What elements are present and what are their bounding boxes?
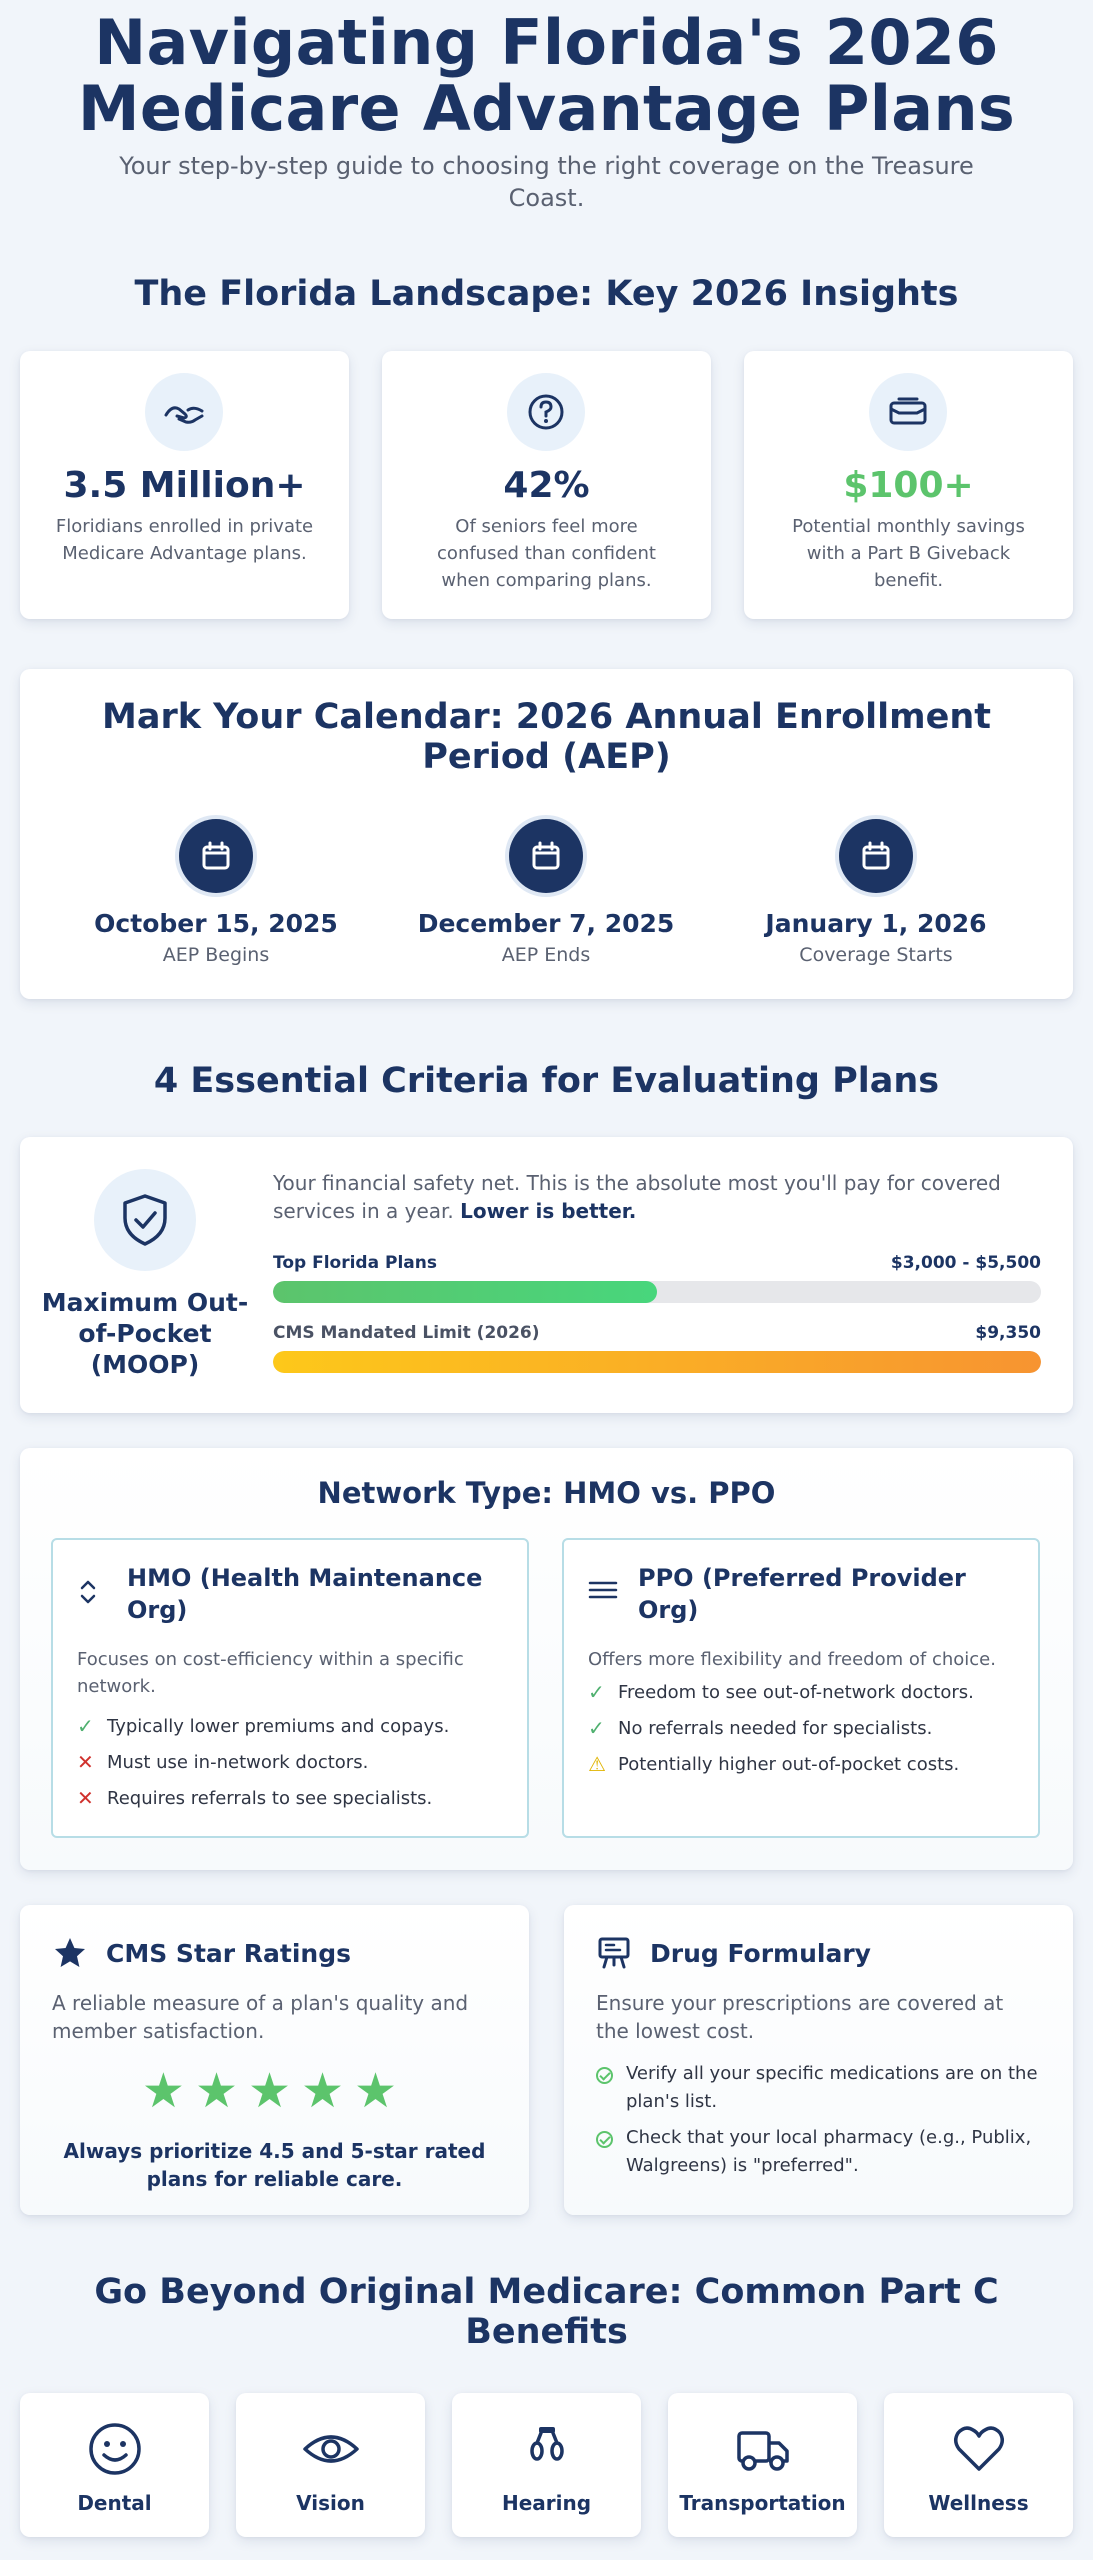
star-ratings-card xyxy=(20,1905,529,2215)
list-item: ⚠ Potentially higher out-of-pocket costs. xyxy=(588,1752,960,1776)
drug-formulary-card xyxy=(564,1905,1073,2215)
stat-description: Of seniors feel more confused than confident when comparing plans. xyxy=(437,516,656,591)
heart-icon xyxy=(884,2421,1073,2477)
aep-date-end xyxy=(386,819,706,966)
ppo-box xyxy=(562,1538,1040,1838)
list-item: ✓ No referrals needed for specialists. xyxy=(588,1716,933,1740)
x-icon: ✕ xyxy=(77,1786,94,1810)
calendar-icon xyxy=(509,819,583,893)
benefit-label: Dental xyxy=(77,2491,152,2515)
handshake-icon xyxy=(145,373,223,451)
list-item: Check that your local pharmacy (e.g., Publix, Walgreens) is "preferred". xyxy=(596,2124,1043,2180)
list-item: Verify all your specific medications are on the plan's list. xyxy=(596,2060,1043,2116)
money-icon xyxy=(869,373,947,451)
bar-label: Top Florida Plans xyxy=(273,1253,437,1273)
check-circle-icon xyxy=(596,2131,613,2148)
star-icon: ★ xyxy=(141,2063,195,2119)
benefits-title: Go Beyond Original Medicare: Common Part C Benefits xyxy=(94,2272,999,2352)
aep-card xyxy=(20,669,1073,999)
aep-date-label: AEP Begins xyxy=(162,944,270,966)
benefit-label: Hearing xyxy=(501,2491,592,2515)
benefit-card-dental xyxy=(20,2393,209,2537)
benefit-card-wellness xyxy=(884,2393,1073,2537)
chevron-up-down-icon xyxy=(77,1578,99,1610)
bar-label: CMS Mandated Limit (2026) xyxy=(273,1323,540,1343)
aep-date: October 15, 2025 xyxy=(94,909,338,938)
ppo-title: PPO (Preferred Provider Org) xyxy=(638,1564,966,1624)
list-item: ✓ Freedom to see out-of-network doctors. xyxy=(588,1680,974,1704)
landscape-title: The Florida Landscape: Key 2026 Insights xyxy=(134,274,959,314)
stat-value: $100+ xyxy=(843,465,974,506)
bar-fill xyxy=(273,1281,657,1303)
bar-value: $9,350 xyxy=(975,1323,1041,1343)
truck-icon xyxy=(668,2421,857,2477)
page-subtitle: Your step-by-step guide to choosing the right coverage on the Treasure Coast. xyxy=(119,152,974,212)
drug-formulary-description: Ensure your prescriptions are covered at the lowest cost. xyxy=(596,1991,1004,2043)
hmo-description: Focuses on cost-efficiency within a specific network. xyxy=(77,1649,464,1697)
star-icon: ★ xyxy=(301,2063,355,2119)
ppo-list xyxy=(588,1674,1022,1782)
prescription-icon xyxy=(596,1935,632,1975)
list-item: ✓ Typically lower premiums and copays. xyxy=(77,1714,450,1738)
moop-label: Maximum Out-of-Pocket (MOOP) xyxy=(41,1288,249,1379)
stat-description: Floridians enrolled in private Medicare Advantage plans. xyxy=(55,516,314,564)
benefit-card-vision xyxy=(236,2393,425,2537)
aep-date: January 1, 2026 xyxy=(765,909,987,938)
benefit-label: Transportation xyxy=(679,2491,846,2515)
drug-checklist xyxy=(596,2060,1043,2188)
aep-date-label: AEP Ends xyxy=(501,944,591,966)
star-ratings-note: Always prioritize 4.5 and 5-star rated plans for reliable care. xyxy=(63,2139,486,2191)
check-icon: ✓ xyxy=(588,1680,605,1704)
benefit-label: Wellness xyxy=(928,2491,1029,2515)
moop-description: Your financial safety net. This is the absolute most you'll pay for covered services in a year. Lower is better. xyxy=(273,1171,1001,1223)
eye-icon xyxy=(236,2421,425,2477)
question-icon xyxy=(507,373,585,451)
aep-title: Mark Your Calendar: 2026 Annual Enrollment Period (AEP) xyxy=(102,697,991,777)
network-title: Network Type: HMO vs. PPO xyxy=(317,1476,776,1510)
shield-icon xyxy=(94,1169,196,1271)
x-icon: ✕ xyxy=(77,1750,94,1774)
stat-value: 3.5 Million+ xyxy=(63,465,306,506)
star-ratings-description: A reliable measure of a plan's quality and member satisfaction. xyxy=(52,1991,469,2043)
menu-icon xyxy=(588,1578,618,1606)
moop-emphasis: Lower is better. xyxy=(460,1199,637,1223)
star-rating-display xyxy=(20,2063,529,2119)
calendar-icon xyxy=(839,819,913,893)
bar-track xyxy=(273,1281,1041,1303)
star-icon: ★ xyxy=(354,2063,408,2119)
aep-date-coverage xyxy=(716,819,1036,966)
check-icon: ✓ xyxy=(588,1716,605,1740)
ppo-description: Offers more flexibility and freedom of choice. xyxy=(588,1649,996,1670)
bar-value: $3,000 - $5,500 xyxy=(890,1253,1041,1273)
moop-card xyxy=(20,1137,1073,1413)
benefit-label: Vision xyxy=(296,2491,365,2515)
list-item: ✕ Requires referrals to see specialists. xyxy=(77,1786,433,1810)
benefit-card-hearing xyxy=(452,2393,641,2537)
aep-date: December 7, 2025 xyxy=(417,909,675,938)
star-ratings-title: CMS Star Ratings xyxy=(106,1939,352,1968)
star-icon: ★ xyxy=(247,2063,302,2119)
moop-bar-cms-limit xyxy=(273,1323,1041,1373)
benefit-card-transportation xyxy=(668,2393,857,2537)
bar-track xyxy=(273,1351,1041,1373)
hmo-box xyxy=(51,1538,529,1838)
criteria-title: 4 Essential Criteria for Evaluating Plans xyxy=(153,1061,940,1101)
hmo-list xyxy=(77,1708,511,1816)
insight-card-confusion xyxy=(382,351,711,619)
warning-icon: ⚠ xyxy=(588,1752,606,1776)
stat-value: 42% xyxy=(503,465,590,506)
aep-date-begin xyxy=(56,819,376,966)
star-icon: ★ xyxy=(194,2063,248,2119)
insight-card-enrollment xyxy=(20,351,349,619)
smile-icon xyxy=(20,2421,209,2477)
drug-formulary-title: Drug Formulary xyxy=(650,1939,871,1968)
check-icon: ✓ xyxy=(77,1714,94,1738)
calendar-icon xyxy=(179,819,253,893)
stat-description: Potential monthly savings with a Part B Giveback benefit. xyxy=(792,516,1025,591)
insight-card-savings xyxy=(744,351,1073,619)
check-circle-icon xyxy=(596,2067,613,2084)
network-card xyxy=(20,1448,1073,1870)
bar-fill xyxy=(273,1351,1041,1373)
moop-bar-top-plans xyxy=(273,1253,1041,1303)
hmo-title: HMO (Health Maintenance Org) xyxy=(127,1564,483,1624)
star-icon xyxy=(52,1935,88,1975)
page-title: Navigating Florida's 2026 Medicare Advantage Plans xyxy=(77,6,1016,146)
hearing-icon xyxy=(452,2421,641,2477)
list-item: ✕ Must use in-network doctors. xyxy=(77,1750,369,1774)
aep-date-label: Coverage Starts xyxy=(799,944,953,966)
